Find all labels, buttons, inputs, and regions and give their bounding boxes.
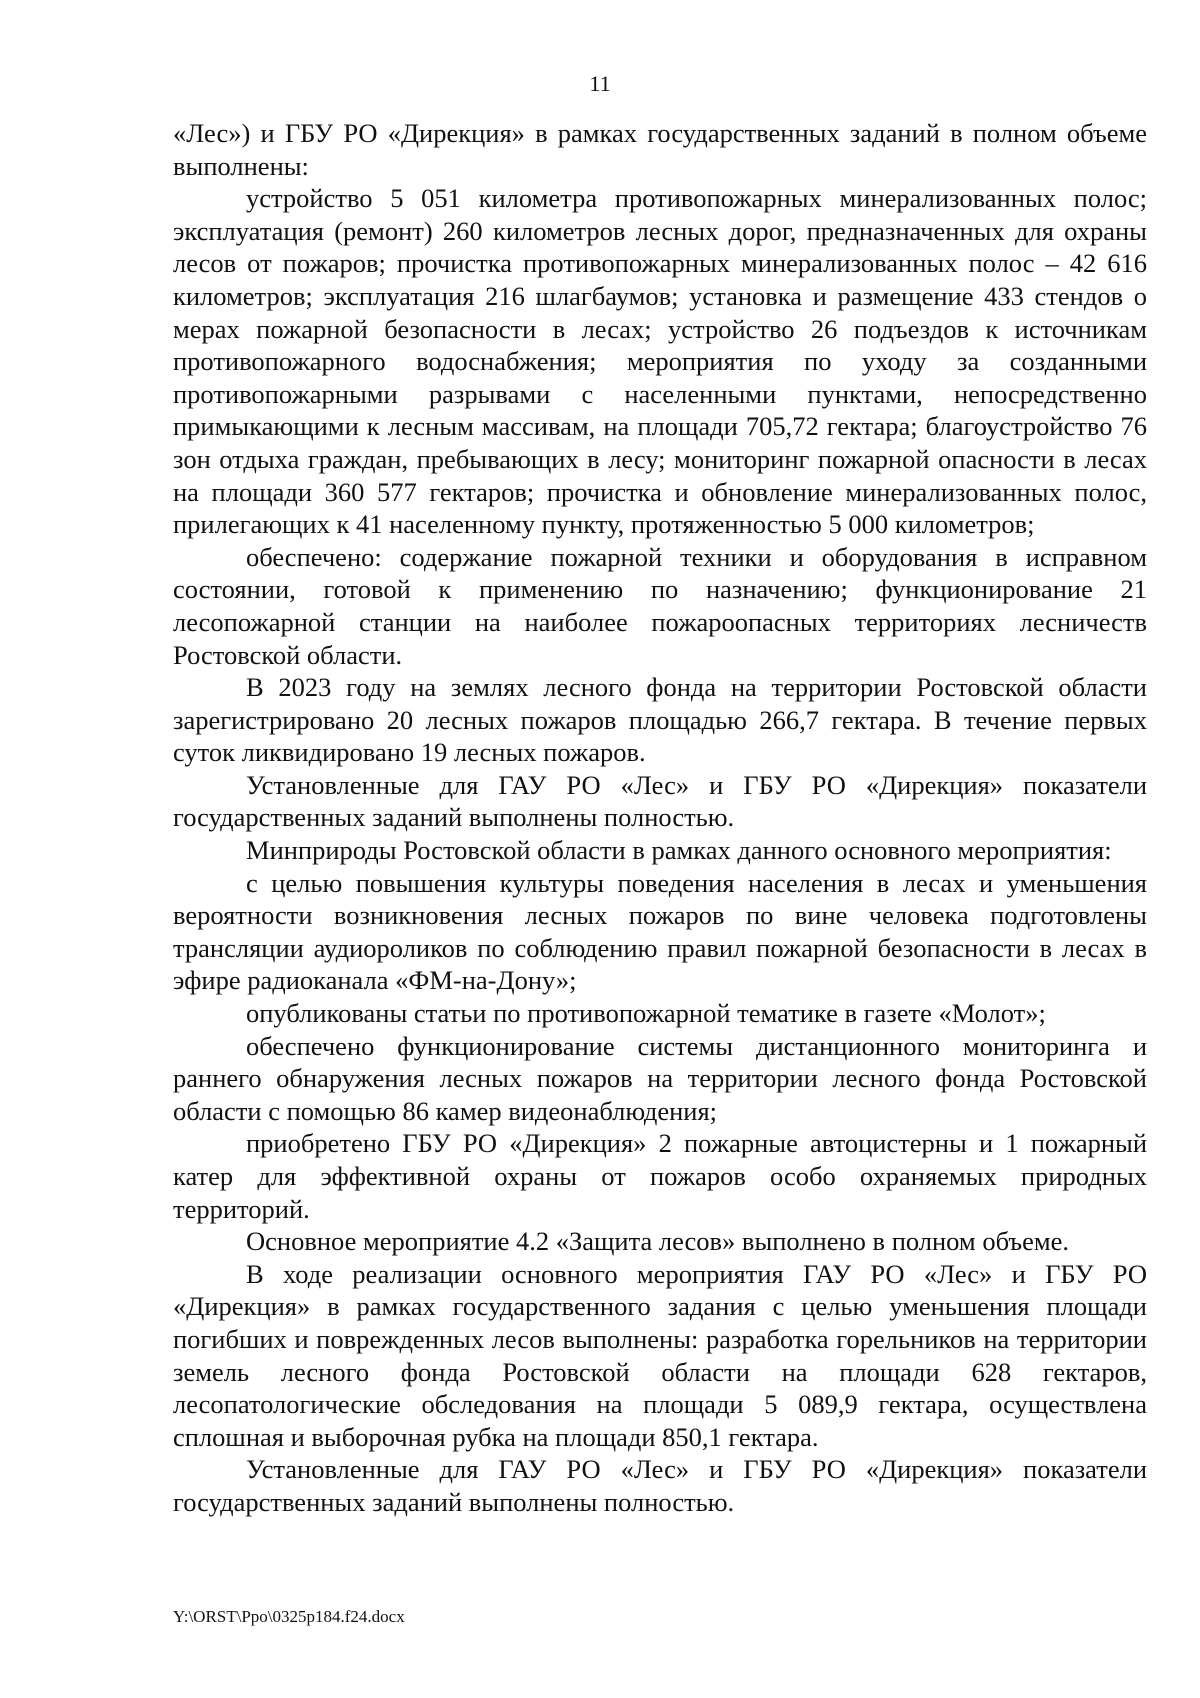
paragraph: В 2023 году на землях лесного фонда на территории Ростовской области зарегистрировано 20 лесных пожаров площадью 266,7 гектара. В течение первых суток ликвидировано 19 лесных пожаров. <box>173 672 1147 768</box>
paragraph: устройство 5 051 километра противопожарных минерализованных полос; эксплуатация (ремонт) 260 километров лесных дорог, предназначенных для охраны лесов от пожаров; прочистка противопожарных минерализованных полос – 42 616 километров; эксплуатация 216 шлагбаумов; установка и размещение 433 стендов о мерах пожарной безопасности в лесах; устройство 26 подъездов к источникам противопожарного водоснабжения; мероприятия по уходу за созданными противопожарными разрывами с населенными пунктами, непосредственно примыкающими к лесным массивам, на площади 705,72 гектара; благоустройство 76 зон отдыха граждан, пребывающих в лесу; мониторинг пожарной опасности в лесах на площади 360 577 гектаров; прочистка и обновление минерализованных полос, прилегающих к 41 населенному пункту, протяженностью 5 000 километров; <box>173 183 1147 540</box>
paragraph: Минприроды Ростовской области в рамках данного основного мероприятия: <box>246 835 1112 866</box>
document-body <box>173 117 1147 1519</box>
paragraph: приобретено ГБУ РО «Дирекция» 2 пожарные автоцистерны и 1 пожарный катер для эффективной охраны от пожаров особо охраняемых природных территорий. <box>173 1128 1147 1224</box>
footer-file-path: Y:\ORST\Ppo\0325p184.f24.docx <box>173 1607 405 1626</box>
paragraph: Установленные для ГАУ РО «Лес» и ГБУ РО «Дирекция» показатели государственных заданий выполнены полностью. <box>173 1454 1147 1517</box>
paragraph: «Лес») и ГБУ РО «Дирекция» в рамках государственных заданий в полном объеме выполнены: <box>173 118 1147 181</box>
paragraph: Установленные для ГАУ РО «Лес» и ГБУ РО «Дирекция» показатели государственных заданий выполнены полностью. <box>173 769 1147 833</box>
paragraph: с целью повышения культуры поведения населения в лесах и уменьшения вероятности возникновения лесных пожаров по вине человека подготовлены трансляции аудиороликов по соблюдению правил пожарной безопасности в лесах в эфире радиоканала «ФМ-на-Дону»; <box>173 867 1147 996</box>
paragraph: В ходе реализации основного мероприятия ГАУ РО «Лес» и ГБУ РО «Дирекция» в рамках государственного задания с целью уменьшения площади погибших и поврежденных лесов выполнены: разработка горельников на территории земель лесного фонда Ростовской области на площади 628 гектаров, лесопатологические обследования на площади 5 089,9 гектара, осуществлена сплошная и выборочная рубка на площади 850,1 гектара. <box>173 1258 1147 1452</box>
page-number: 11 <box>589 71 611 96</box>
paragraph: обеспечено: содержание пожарной техники и оборудования в исправном состоянии, готовой к применению по назначению; функционирование 21 лесопожарной станции на наиболее пожароопасных территориях лесничеств Ростовской области. <box>173 541 1147 670</box>
paragraph: опубликованы статьи по противопожарной тематике в газете «Молот»; <box>246 998 1046 1029</box>
paragraph: обеспечено функционирование системы дистанционного мониторинга и раннего обнаружения лесных пожаров на территории лесного фонда Ростовской области с помощью 86 камер видеонаблюдения; <box>173 1030 1147 1126</box>
paragraph: Основное мероприятие 4.2 «Защита лесов» выполнено в полном объеме. <box>246 1226 1070 1257</box>
